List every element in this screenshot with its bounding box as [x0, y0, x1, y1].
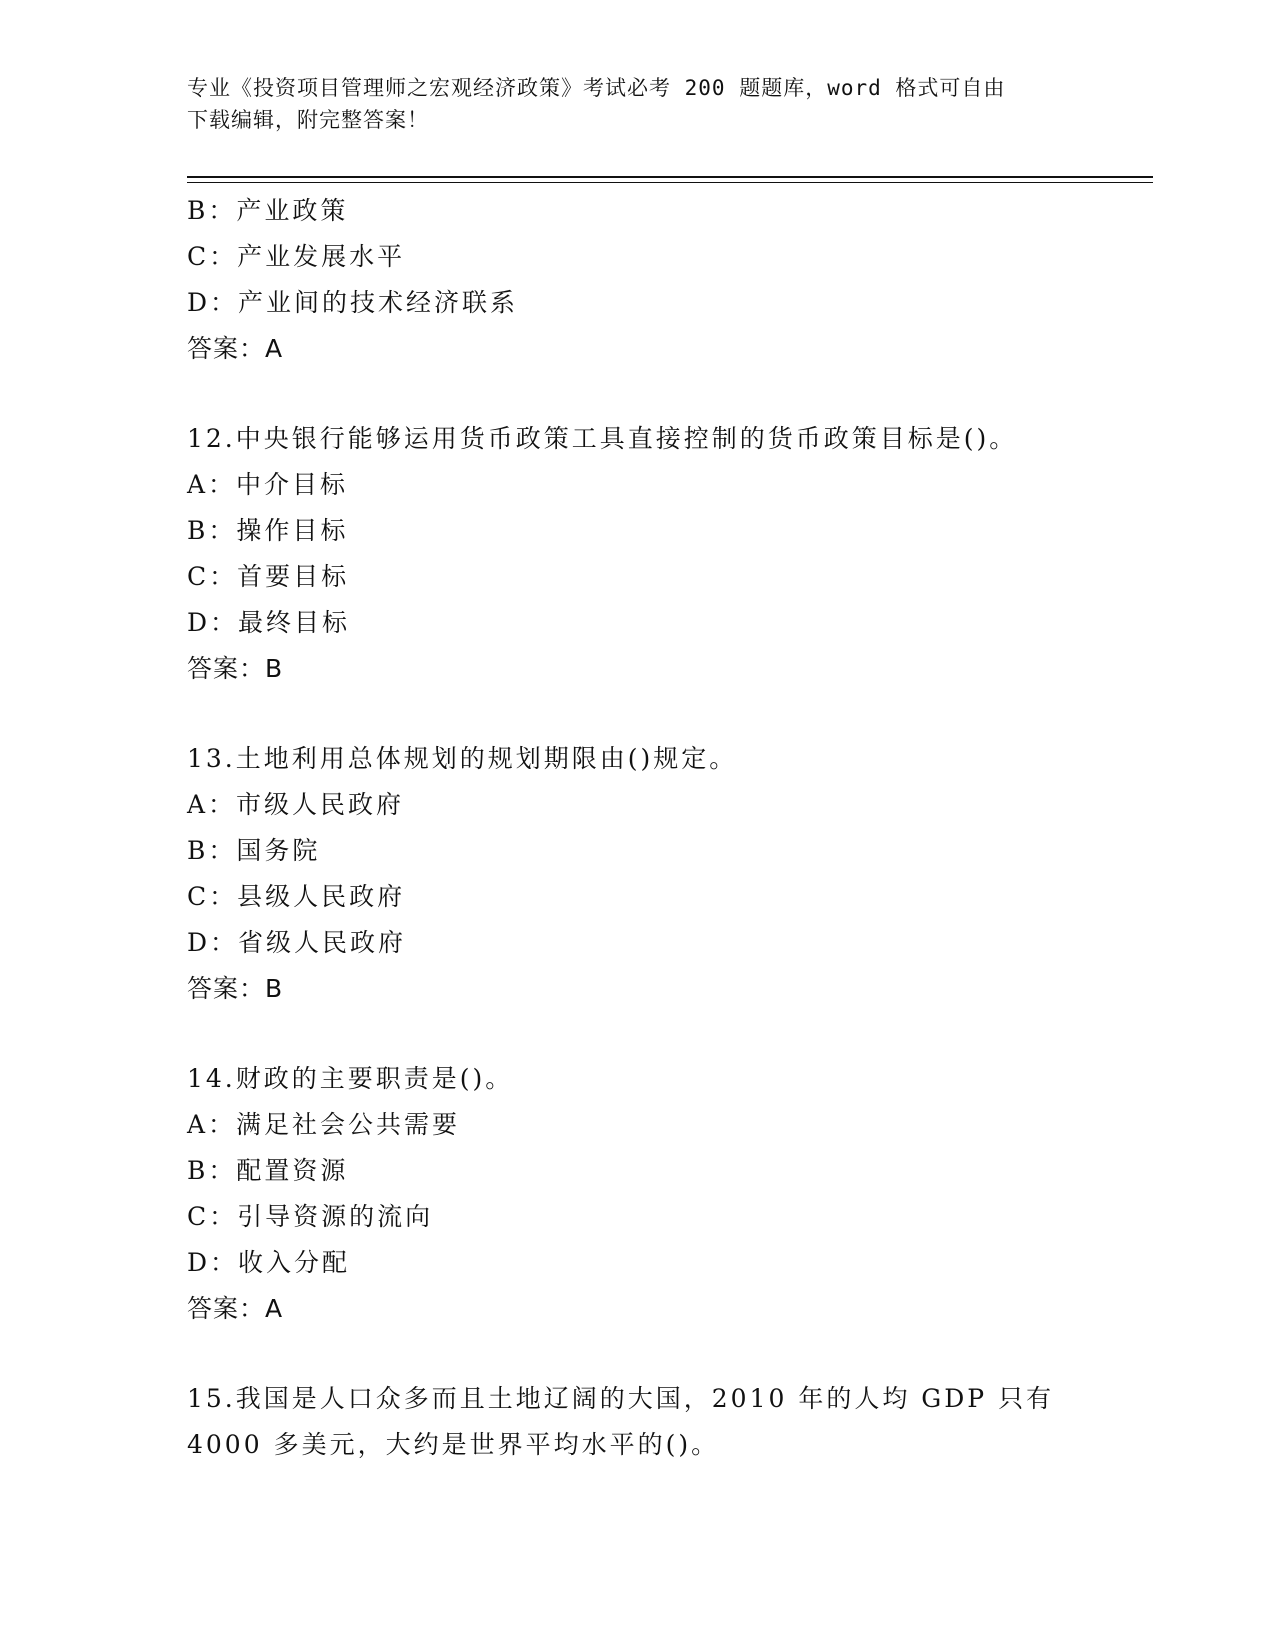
option-d: D：最终目标 [187, 608, 351, 637]
option-a: A：满足社会公共需要 [187, 1110, 461, 1139]
question-stem [187, 736, 1147, 782]
option-c: C：引导资源的流向 [187, 1202, 434, 1231]
question-list [187, 188, 1147, 1468]
question-number: 14. [187, 1064, 236, 1093]
question-14 [187, 1056, 1147, 1332]
answer: 答案：A [187, 1294, 284, 1323]
question-number: 15. [187, 1384, 236, 1413]
question-text: 财政的主要职责是()。 [235, 1064, 514, 1093]
question-number: 12. [187, 424, 236, 453]
question-stem [187, 1376, 1147, 1422]
header-rule-thin [187, 182, 1153, 183]
answer: 答案：A [187, 334, 284, 363]
option-a: A：市级人民政府 [187, 790, 405, 819]
question-number: 13. [187, 744, 236, 773]
answer: 答案：B [187, 974, 284, 1003]
option-b: B：国务院 [187, 836, 321, 865]
option-d: D：产业间的技术经济联系 [187, 288, 519, 317]
question-15 [187, 1376, 1147, 1468]
option-a: A：中介目标 [187, 470, 349, 499]
question-13 [187, 736, 1147, 1012]
question-text: 土地利用总体规划的规划期限由()规定。 [235, 744, 738, 773]
question-text: 中央银行能够运用货币政策工具直接控制的货币政策目标是()。 [235, 424, 1018, 453]
option-b: B：产业政策 [187, 196, 349, 225]
question-12 [187, 416, 1147, 692]
option-c: C：首要目标 [187, 562, 350, 591]
question-text: 我国是人口众多而且土地辽阔的大国，2010 年的人均 GDP 只有 [235, 1384, 1055, 1413]
question-stem [187, 1056, 1147, 1102]
header-rule-thick [187, 176, 1153, 178]
option-c: C：县级人民政府 [187, 882, 406, 911]
document-header [187, 72, 1067, 136]
header-line-2: 下载编辑，附完整答案！ [187, 108, 429, 132]
question-stem-continued: 4000 多美元，大约是世界平均水平的()。 [187, 1430, 720, 1459]
option-b: B：配置资源 [187, 1156, 349, 1185]
header-line-1: 专业《投资项目管理师之宏观经济政策》考试必考 200 题题库，word 格式可自由 [187, 76, 1006, 100]
option-d: D：省级人民政府 [187, 928, 407, 957]
option-c: C：产业发展水平 [187, 242, 406, 271]
question-stem [187, 416, 1147, 462]
answer: 答案：B [187, 654, 284, 683]
option-d: D：收入分配 [187, 1248, 351, 1277]
question-11-tail [187, 188, 1147, 372]
option-b: B：操作目标 [187, 516, 349, 545]
